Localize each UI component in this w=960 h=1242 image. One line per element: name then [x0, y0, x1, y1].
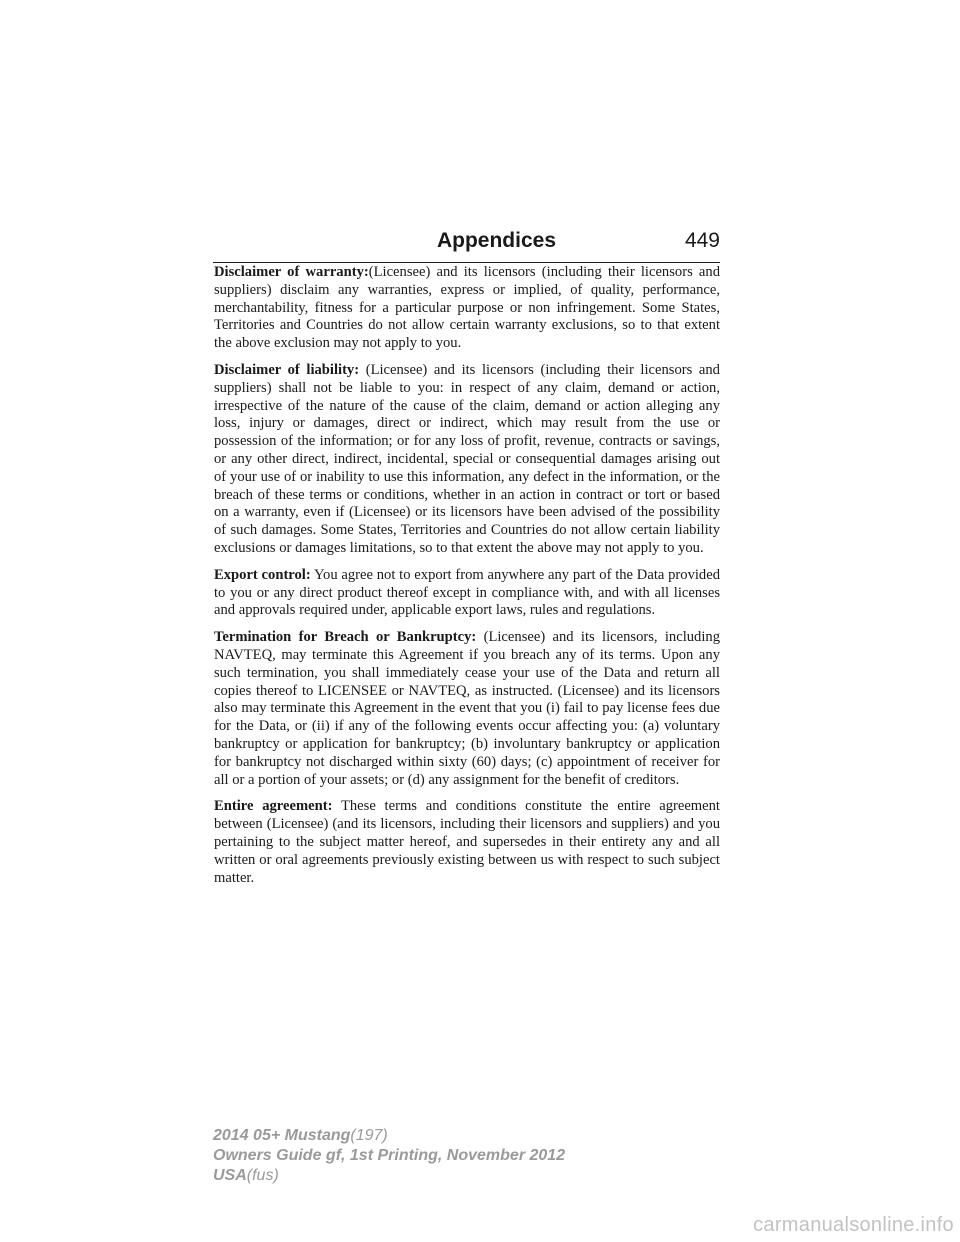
- section-title: Appendices: [436, 229, 557, 252]
- footer-model: 2014 05+ Mustang: [213, 1127, 351, 1144]
- paragraph-export-control: [214, 567, 720, 620]
- paragraph-term: Entire agreement:: [214, 798, 333, 815]
- paragraph-disclaimer-of-warranty: [214, 264, 720, 353]
- paragraph-body: These terms and conditions constitute the entire agreement between (Licensee) (and its licensors, including their licensors and suppliers) and you pertaining to the subject matter hereof, and supersedes in their entirety any and all written or oral agreements previously existing between us with respect to such subject matter.: [214, 798, 720, 886]
- paragraph-term: Disclaimer of warranty:: [214, 264, 369, 280]
- footer-market: USA: [213, 1167, 247, 1184]
- footer-line-market: [213, 1166, 565, 1186]
- paragraph-body: (Licensee) and its licensors (including their licensors and suppliers) disclaim any warranties, express or implied, of quality, performance, merchantability, fitness for a particular purpose or non infringement. Some States, Territories and Countries do not allow certain warranty exclusions, so to that extent the above exclusion may not apply to you.: [214, 264, 720, 352]
- print-footer: [213, 1126, 565, 1186]
- watermark: carmanualsonline.info: [753, 1214, 954, 1236]
- paragraph-body: (Licensee) and its licensors (including their licensors and suppliers) shall not be liable to you: in respect of any claim, demand or action, irrespective of the nature of the cause of the claim, demand or action alleging any loss, injury or damages, direct or indirect, which may result from the use or possession of the information; or for any loss of profit, revenue, contracts or savings, or any other direct, indirect, incidental, special or consequential damages arising out of your use of or inability to use this information, any defect in the information, or the breach of these terms or conditions, whether in an action in contract or tort or based on a warranty, even if (Licensee) or its licensors have been advised of the possibility of such damages. Some States, Territories and Countries do not allow certain liability exclusions or damages limitations, so to that extent the above may not apply to you.: [214, 361, 720, 556]
- footer-line-model: [213, 1126, 565, 1146]
- footer-market-code: (fus): [246, 1167, 279, 1184]
- footer-page-ref: (197): [350, 1127, 388, 1144]
- paragraph-entire-agreement: [214, 798, 720, 887]
- paragraph-body: You agree not to export from anywhere any part of the Data provided to you or any direct product thereof except in compliance with, and with all licenses and approvals required under, applicable export laws, rules and regulations.: [214, 566, 720, 619]
- paragraph-disclaimer-of-liability: [214, 362, 720, 558]
- page-number: 449: [684, 229, 720, 252]
- footer-line-printing: Owners Guide gf, 1st Printing, November 2012: [213, 1147, 566, 1164]
- paragraph-body: (Licensee) and its licensors, including NAVTEQ, may terminate this Agreement if you breach any of its terms. Upon any such termination, you shall immediately cease your use of the Data and return all copies thereof to LICENSEE or NAVTEQ, as instructed. (Licensee) and its licensors also may terminate this Agreement in the event that you (i) fail to pay license fees due for the Data, or (ii) if any of the following events occur affecting you: (a) voluntary bankruptcy or application for bankruptcy; (b) involuntary bankruptcy or application for bankruptcy not discharged within sixty (60) days; (c) appointment of receiver for all or a portion of your assets; or (d) any assignment for the benefit of creditors.: [214, 629, 721, 788]
- paragraph-term: Termination for Breach or Bankruptcy:: [214, 629, 477, 646]
- paragraph-term: Disclaimer of liability:: [214, 361, 360, 378]
- document-body: [214, 264, 720, 896]
- paragraph-termination: [214, 629, 720, 789]
- page-header: [213, 226, 720, 263]
- paragraph-term: Export control:: [214, 566, 311, 583]
